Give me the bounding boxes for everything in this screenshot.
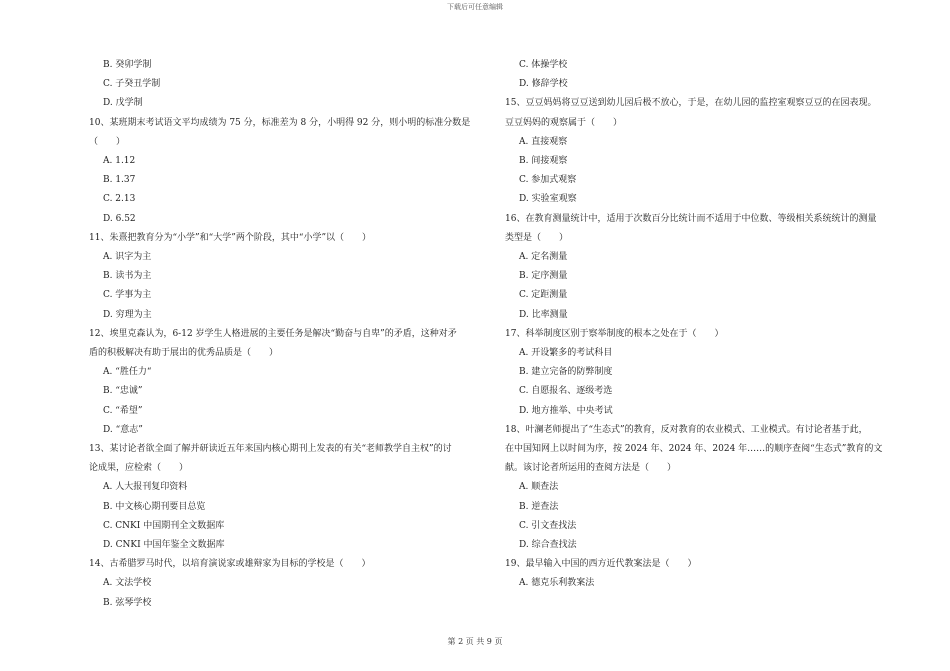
answer-option: B. 癸卯学制 [103,60,152,70]
question-text: 16、在教育测量统计中，适用于次数百分比统计而不适用于中位数、等级相关系统统计的测量 [505,213,877,224]
question-text: （ ） [89,136,126,147]
question-text: 献。该讨论者所运用的查阅方法是（ ） [505,463,677,474]
answer-option: D. 比率测量 [519,309,568,320]
answer-option: D. 修辞学校 [519,79,568,90]
question-text: 类型是（ ） [505,232,569,243]
answer-option: B. “忠诚” [103,386,143,397]
answer-option: A. “胜任力“ [103,367,152,378]
answer-option: B. 间接观察 [519,156,568,167]
answer-option: C. 引文查找法 [519,520,577,531]
left-column [89,56,489,613]
answer-option: C. 参加式观察 [519,175,577,186]
question-text: 12、埃里克森认为，6-12 岁学生人格进展的主要任务是解决“勤奋与自卑”的矛盾，这种对矛 [89,328,457,339]
right-column [505,56,905,594]
question-text: 17、科举制度区别于察举制度的根本之处在于（ ） [505,328,724,339]
page-footer: 第 2 页 共 9 页 [447,637,503,646]
answer-option: B. 弦琴学校 [103,597,152,608]
page-header: 下载后可任意编辑 [447,3,503,11]
question-text: 14、古希腊罗马时代，以培育演说家或雄辩家为目标的学校是（ ） [89,559,371,570]
question-text: 10、某班期末考试语文平均成绩为 75 分，标准差为 8 分，小明得 92 分，则小明的标准分数是 [89,117,471,128]
answer-option: A. 1.12 [103,156,136,167]
answer-option: C. 自愿报名、逐级考选 [519,386,613,397]
answer-option: A. 人大报刊复印资料 [103,482,188,493]
answer-option: C. CNKI 中国期刊全文数据库 [103,520,225,531]
answer-option: D. 6.52 [103,213,136,224]
answer-option: B. 1.37 [103,175,136,186]
answer-option: B. 逆查法 [519,501,559,512]
answer-option: C. 体操学校 [519,60,568,70]
question-text: 18、叶澜老师提出了“生态式”的教育，反对教育的农业模式、工业模式。有讨论者基于此， [505,424,868,435]
answer-option: A. 识字为主 [103,252,152,263]
answer-option: C. 子癸丑学制 [103,79,161,90]
question-text: 盾的积极解决有助于展出的优秀品质是（ ） [89,348,279,359]
question-text: 豆豆妈妈的观察属于（ ） [505,117,623,128]
answer-option: A. 德克乐利教案法 [519,578,595,589]
question-text: 11、朱熹把教育分为“小学”和“大学”两个阶段，其中“小学”以（ ） [89,232,372,243]
answer-option: B. 中文核心期刊要目总览 [103,501,206,512]
answer-option: A. 定名测量 [519,252,568,263]
answer-option: B. 定序测量 [519,271,568,282]
answer-option: C. “希望” [103,405,143,416]
answer-option: C. 学事为主 [103,290,152,301]
answer-option: B. 建立完备的防弊制度 [519,367,613,378]
answer-option: C. 定距测量 [519,290,568,301]
question-text: 19、最早输入中国的西方近代教案法是（ ） [505,559,697,570]
answer-option: D. “意志” [103,424,143,435]
answer-option: D. 戊学制 [103,98,143,109]
question-text: 15、豆豆妈妈将豆豆送到幼儿园后极不放心，于是，在幼儿园的监控室观察豆豆的在园表现。 [505,98,877,109]
answer-option: A. 直接观察 [519,136,568,147]
question-text: 13、某讨论者欲全面了解并研读近五年来国内核心期刊上发表的有关“老师教学自主权”的讨 [89,444,452,455]
question-text: 论成果，应检索（ ） [89,463,189,474]
answer-option: D. 实验室观察 [519,194,577,205]
answer-option: C. 2.13 [103,194,136,205]
answer-option: D. 综合查找法 [519,540,577,551]
answer-option: D. CNKI 中国年鉴全文数据库 [103,540,225,551]
answer-option: A. 文法学校 [103,578,152,589]
answer-option: B. 读书为主 [103,271,152,282]
answer-option: A. 开设繁多的考试科目 [519,348,613,359]
answer-option: D. 穷理为主 [103,309,152,320]
question-text: 在中国知网上以时间为序，按 2024 年、2024 年、2024 年……的顺序查阅“生态式”教育的文 [505,444,883,455]
answer-option: D. 地方推举、中央考试 [519,405,613,416]
answer-option: A. 顺查法 [519,482,559,493]
